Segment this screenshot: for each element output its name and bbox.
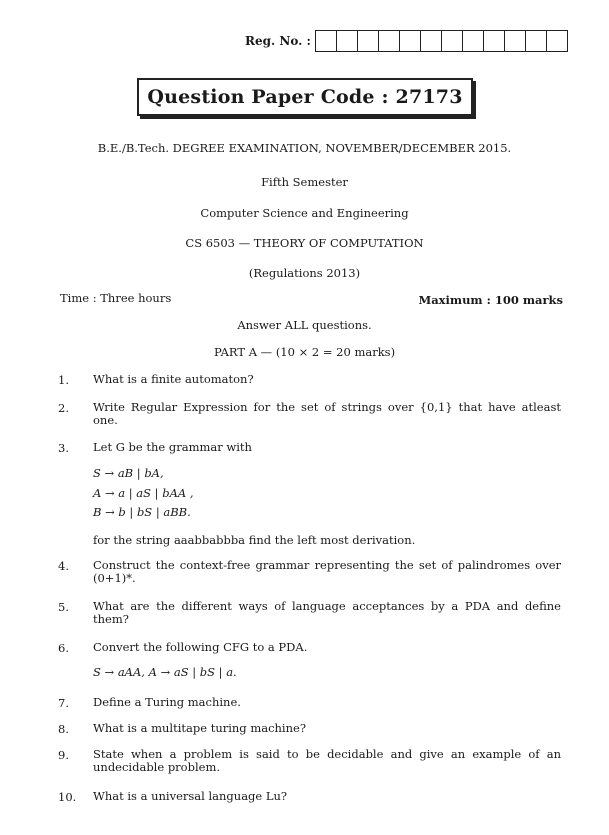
part-heading: PART A — (10 × 2 = 20 marks)	[213, 345, 396, 359]
instruction: Answer ALL questions.	[237, 318, 372, 332]
semester: Fifth Semester	[261, 175, 348, 189]
question-text: What is a finite automaton?	[93, 372, 254, 386]
reg-digit-box	[337, 31, 358, 51]
reg-digit-box	[379, 31, 400, 51]
reg-no-label: Reg. No. :	[245, 34, 311, 48]
question-number: 7.	[58, 696, 69, 710]
reg-digit-box	[421, 31, 442, 51]
subject: CS 6503 — THEORY OF COMPUTATION	[185, 236, 424, 250]
reg-digit-box	[442, 31, 463, 51]
reg-no-boxes	[315, 30, 568, 52]
maximum-marks: Maximum : 100 marks	[418, 293, 563, 307]
question-text: What is a multitape turing machine?	[93, 721, 306, 735]
question-text: State when a problem is said to be decidable and give an example of an undecidable problem.	[93, 747, 561, 774]
question-number: 10.	[58, 790, 77, 804]
grammar-rule: A → a | aS | bAA ,	[93, 486, 194, 500]
question-text: What are the different ways of language acceptances by a PDA and define them?	[93, 599, 561, 626]
question-text: Construct the context-free grammar representing the set of palindromes over (0+1)*.	[93, 558, 561, 585]
grammar-rule: S → aB | bA,	[93, 466, 164, 480]
reg-digit-box	[358, 31, 379, 51]
question-text: Define a Turing machine.	[93, 695, 241, 709]
question-number: 3.	[58, 441, 69, 455]
reg-digit-box	[400, 31, 421, 51]
question-number: 6.	[58, 641, 69, 655]
reg-digit-box	[463, 31, 484, 51]
time-allowed: Time : Three hours	[60, 291, 172, 305]
grammar-rule: B → b | bS | aBB.	[93, 505, 191, 519]
reg-digit-box	[484, 31, 505, 51]
question-number: 8.	[58, 722, 69, 736]
question-number: 2.	[58, 401, 69, 415]
question-text: Write Regular Expression for the set of strings over {0,1} that have atleast one.	[93, 400, 561, 427]
question-number: 1.	[58, 373, 69, 387]
reg-no	[245, 30, 568, 52]
question-number: 5.	[58, 600, 69, 614]
question-text: Convert the following CFG to a PDA.	[93, 640, 308, 654]
exam-title: B.E./B.Tech. DEGREE EXAMINATION, NOVEMBER/DECEMBER 2015.	[97, 141, 512, 155]
regulations: (Regulations 2013)	[248, 266, 361, 280]
reg-digit-box	[526, 31, 547, 51]
reg-digit-box	[547, 31, 567, 51]
cfg-rule: S → aAA, A → aS | bS | a.	[93, 665, 237, 679]
question-text: Let G be the grammar with	[93, 440, 252, 454]
question-number: 4.	[58, 559, 69, 573]
question-text: What is a universal language Lu?	[93, 789, 288, 803]
department: Computer Science and Engineering	[200, 206, 409, 220]
question-text: for the string aaabbabbba find the left most derivation.	[93, 533, 416, 547]
reg-digit-box	[505, 31, 526, 51]
question-paper-code: Question Paper Code : 27173	[137, 78, 473, 116]
question-number: 9.	[58, 748, 69, 762]
reg-digit-box	[316, 31, 337, 51]
